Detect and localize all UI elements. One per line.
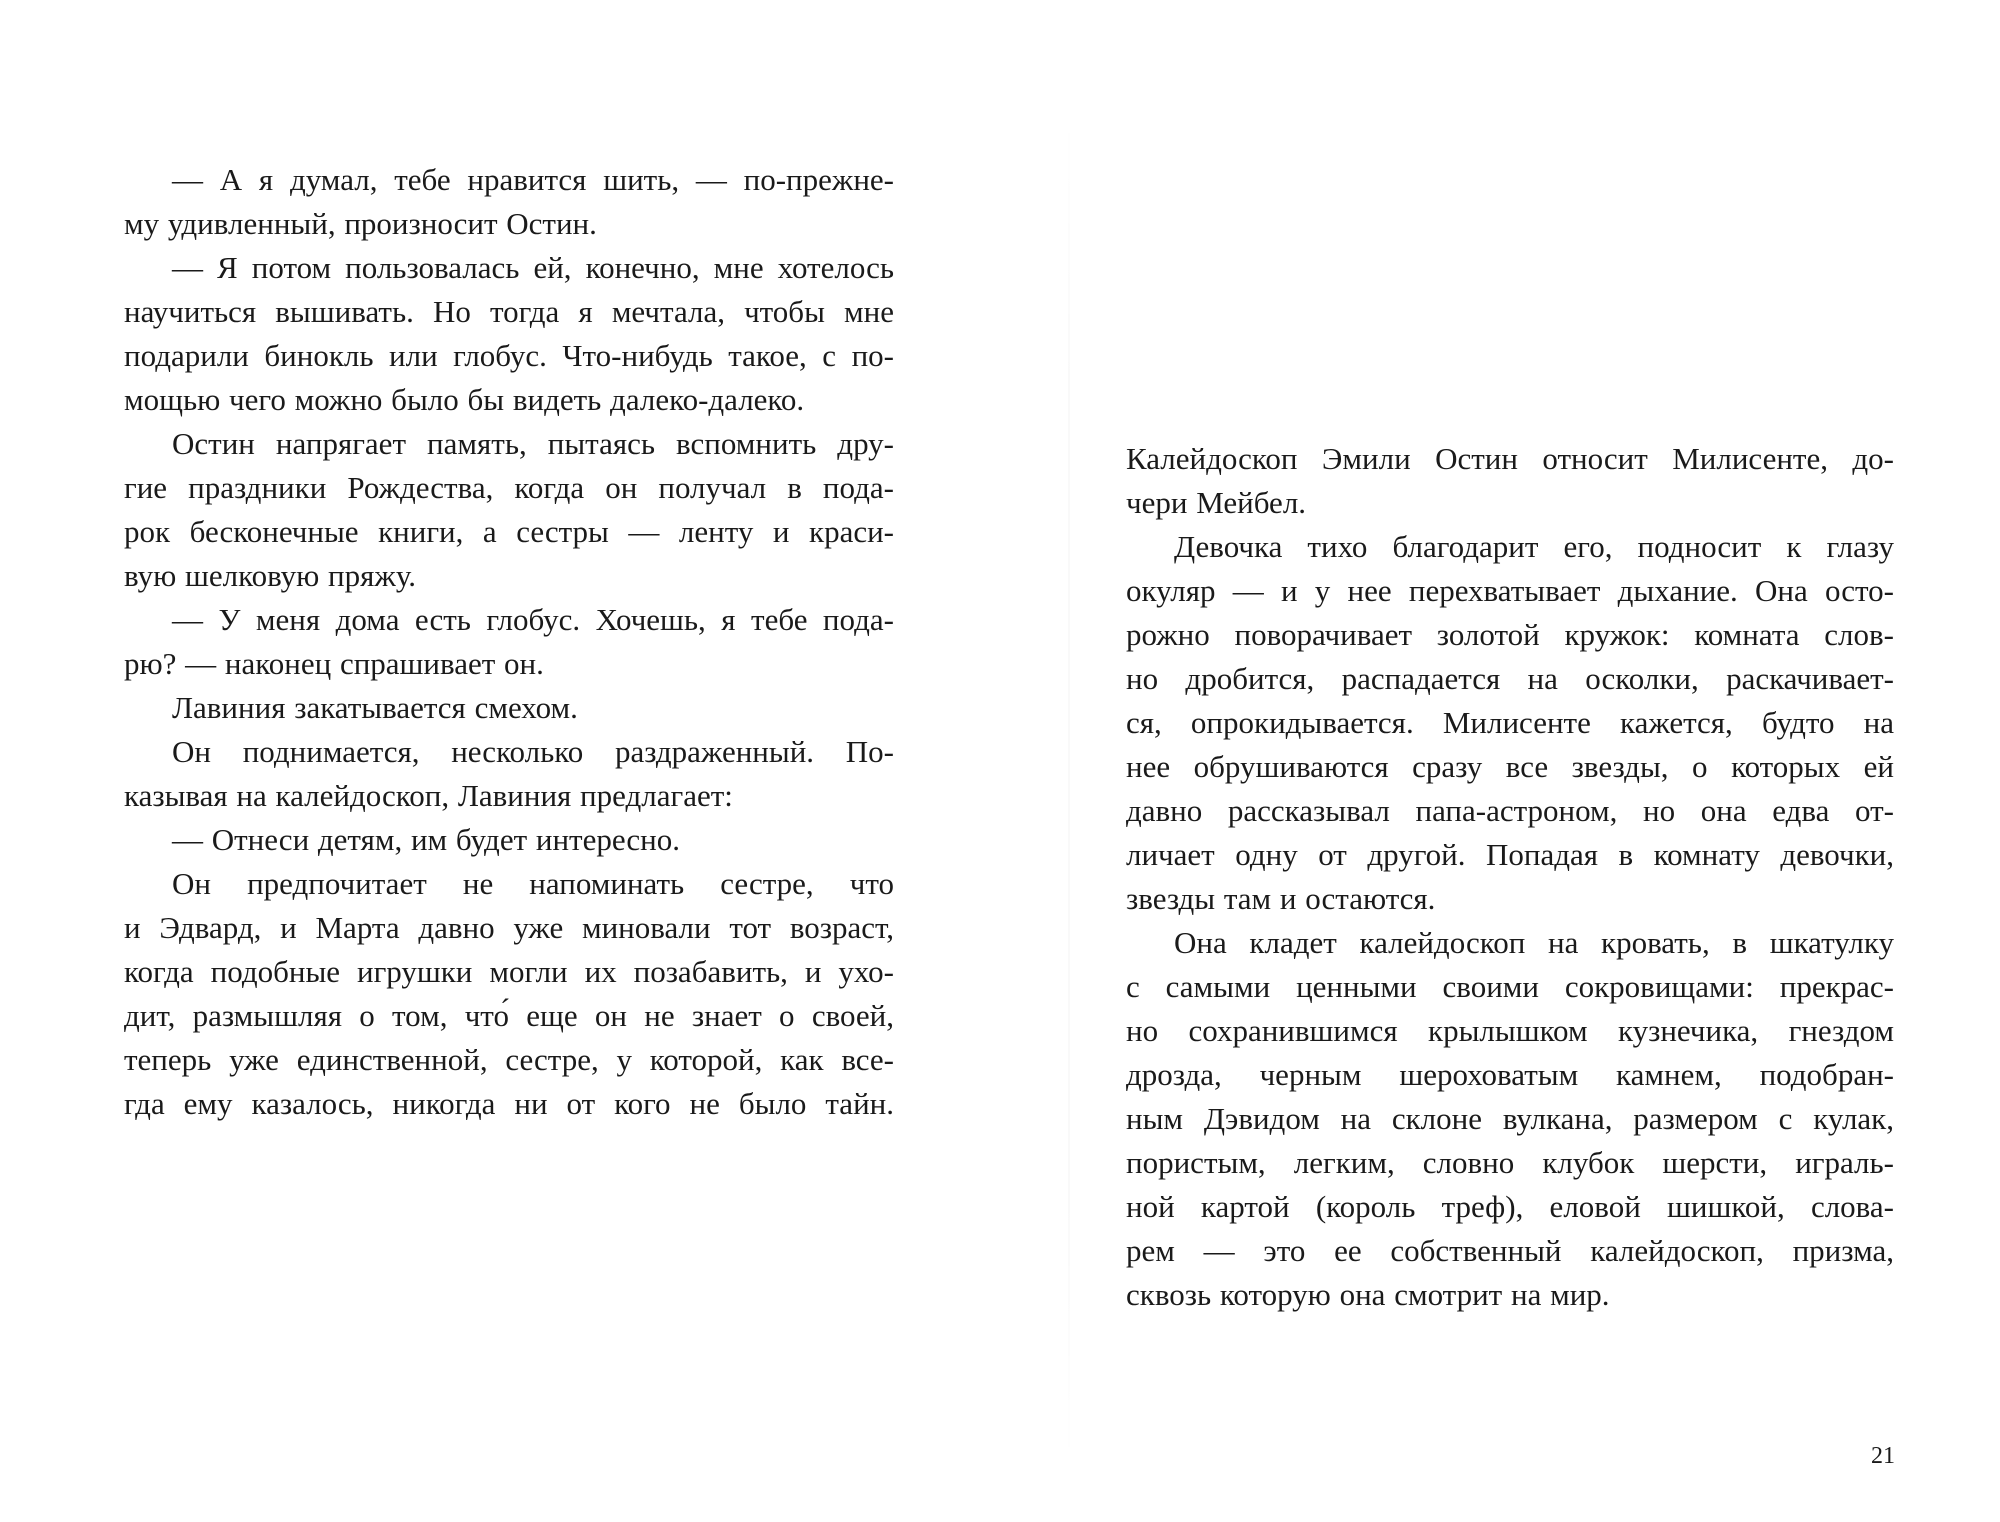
text-line: звезды там и остаются. (1126, 881, 1436, 916)
text-line: Девочка тихо благодарит его, подносит к глазу (1174, 529, 1894, 564)
page-gutter (1068, 110, 1070, 1470)
text-line: рем — это ее собственный калейдоскоп, призма, (1126, 1233, 1894, 1268)
text-line: — У меня дома есть глобус. Хочешь, я тебе пода- (172, 602, 894, 637)
text-line: — Я потом пользовалась ей, конечно, мне хотелось (172, 250, 894, 285)
left-page-text (124, 158, 894, 1126)
text-line: казывая на калейдоскоп, Лавиния предлагает: (124, 778, 733, 813)
text-line: пористым, легким, словно клубок шерсти, играль- (1126, 1145, 1894, 1180)
text-line: ся, опрокидывается. Милисенте кажется, будто на (1126, 705, 1894, 740)
text-line: личает одну от другой. Попадая в комнату девочки, (1126, 837, 1894, 872)
text-line: мощью чего можно было бы видеть далеко-далеко. (124, 382, 805, 417)
page-number: 21 (1871, 1443, 1895, 1469)
text-line: дрозда, черным шероховатым камнем, подобран- (1126, 1057, 1894, 1092)
text-line: нее обрушиваются сразу все звезды, о которых ей (1126, 749, 1894, 784)
text-line: му удивленный, произносит Остин. (124, 206, 597, 241)
text-line: Остин напрягает память, пытаясь вспомнить дру- (172, 426, 894, 461)
text-line: сквозь которую она смотрит на мир. (1126, 1277, 1610, 1312)
text-line: рок бесконечные книги, а сестры — ленту и краси- (124, 514, 894, 549)
text-line: научиться вышивать. Но тогда я мечтала, чтобы мне (124, 294, 894, 329)
text-line: чери Мейбел. (1126, 485, 1307, 520)
text-line: Он поднимается, несколько раздраженный. По- (172, 734, 894, 769)
text-line: — А я думал, тебе нравится шить, — по-прежне- (172, 162, 894, 197)
text-line: окуляр — и у нее перехватывает дыхание. Она осто- (1126, 573, 1894, 608)
text-line: рожно поворачивает золотой кружок: комната слов- (1126, 617, 1894, 652)
text-line: ным Дэвидом на склоне вулкана, размером с кулак, (1126, 1101, 1894, 1136)
text-line: с самыми ценными своими сокровищами: прекрас- (1126, 969, 1894, 1004)
text-line: Он предпочитает не напоминать сестре, что (172, 866, 894, 901)
text-line: Она кладет калейдоскоп на кровать, в шкатулку (1174, 925, 1894, 960)
text-line: давно рассказывал папа-астроном, но она едва от- (1126, 793, 1894, 828)
text-line: вую шелковую пряжу. (124, 558, 416, 593)
text-line: гда ему казалось, никогда ни от кого не было тайн. (124, 1086, 894, 1121)
text-line: дит, размышляя о том, что́ еще он не знает о своей, (124, 998, 894, 1033)
text-line: Калейдоскоп Эмили Остин относит Милисенте, до- (1126, 441, 1894, 476)
text-line: теперь уже единственной, сестре, у которой, как все- (124, 1042, 894, 1077)
text-line: ной картой (король треф), еловой шишкой, слова- (1126, 1189, 1894, 1224)
text-line: — Отнеси детям, им будет интересно. (172, 822, 680, 857)
right-page-text (1126, 437, 1894, 1317)
text-line: Лавиния закатывается смехом. (172, 690, 578, 725)
text-line: когда подобные игрушки могли их позабавить, и ухо- (124, 954, 894, 989)
text-line: но сохранившимся крылышком кузнечика, гнездом (1126, 1013, 1894, 1048)
text-line: но дробится, распадается на осколки, раскачивает- (1126, 661, 1894, 696)
text-line: рю? — наконец спрашивает он. (124, 646, 544, 681)
text-line: гие праздники Рождества, когда он получал в пода- (124, 470, 894, 505)
text-line: подарили бинокль или глобус. Что-нибудь такое, с по- (124, 338, 894, 373)
text-line: и Эдвард, и Марта давно уже миновали тот возраст, (124, 910, 894, 945)
